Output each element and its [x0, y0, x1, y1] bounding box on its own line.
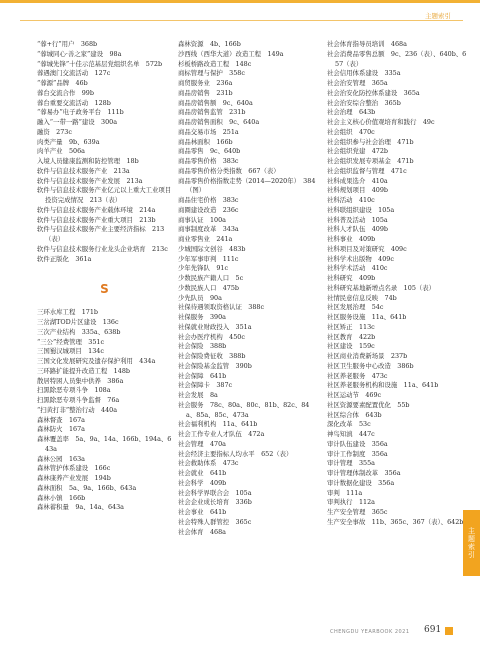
- top-rule: [0, 0, 480, 3]
- index-entry: 三环水库工程 171b: [37, 308, 99, 317]
- index-letter-heading: S: [100, 282, 109, 297]
- index-entry: 森林资源 4b、166b: [178, 40, 241, 48]
- index-entry: 杉板桥路改造工程 148c: [178, 59, 252, 68]
- index-entry: 融入“一带一路”建设 300a: [37, 118, 118, 126]
- index-entry: 社会服务 78c、80a、80c、81b、82c、84a、85a、85c、473a: [178, 400, 310, 419]
- index-entry: 社会管理 470a: [178, 439, 226, 448]
- index-entry: 商事制度改革 343a: [178, 225, 239, 234]
- index-entry: “蓉城先锋”十佳示范基层党组织名单 572b: [37, 59, 163, 68]
- index-entry: 软件与信息技术服务行业龙头企业培育 213c: [37, 244, 168, 253]
- index-entry: 商品房销售面积 9c、640a: [178, 118, 260, 126]
- index-entry: 社科研究 409b: [327, 274, 376, 282]
- index-column-2: [178, 40, 318, 537]
- index-entry: 肉类产量 9b、639a: [37, 137, 100, 146]
- index-entry: 三次产业结构 335a、638b: [37, 327, 121, 336]
- index-entry: 少数民族产籍人口 5c: [178, 274, 244, 282]
- index-entry: 社区综合体 643b: [327, 410, 382, 419]
- index-entry: 散居特困人员集中供养 386a: [37, 376, 124, 385]
- index-entry: 商贸服务业 236a: [178, 79, 233, 87]
- index-entry: 肉羊产业 506a: [37, 147, 85, 156]
- page-number: 691: [424, 625, 442, 635]
- index-entry: 社科成果选介 410a: [327, 176, 388, 185]
- index-entry: 商品房销售额 9c、640a: [178, 98, 253, 107]
- index-entry: 社会就业 641b: [178, 469, 227, 477]
- index-entry: 社科研究基地新增点名录 105（表）: [327, 283, 436, 292]
- index-entry: 社会保障卡 387c: [178, 381, 233, 390]
- index-column-1: [37, 40, 172, 513]
- index-entry: “蓉源”品牌 46b: [37, 79, 88, 87]
- index-entry: 软件与信息技术服务产业 213a: [37, 166, 130, 175]
- index-entry: 社科活动 410c: [327, 196, 375, 204]
- index-entry: 软件与信息技术服务产业载体环境 214a: [37, 205, 156, 214]
- index-entry: 少数民族人口 475b: [178, 283, 240, 292]
- index-entry: 森林蓄积量 9a、14a、643a: [37, 503, 124, 512]
- index-entry: 社区矫正 113c: [327, 322, 375, 331]
- index-entry: “扫黄打非”整治行动 440a: [37, 405, 118, 414]
- index-entry: 社区建设 159c: [327, 342, 375, 351]
- index-entry: 社区服务设施 11a、641b: [327, 313, 407, 321]
- index-entry: 商业零售业 241a: [178, 235, 233, 243]
- index-entry: 社区运动节 469c: [327, 391, 382, 399]
- index-entry: 社会保障 641b: [178, 371, 227, 380]
- index-entry: 三环路扩能提升改造工程 148b: [37, 366, 130, 375]
- index-entry: 社科学术出版物 409c: [327, 254, 394, 263]
- index-entry: 商品零售价格指数走势（2014—2020年） 384（图）: [178, 176, 316, 195]
- index-entry: 社区教育 422b: [327, 332, 376, 341]
- index-entry: 社科人才队伍 409b: [327, 225, 389, 234]
- index-entry: 蓉台交流合作 99b: [37, 88, 94, 97]
- index-entry: 审判 111a: [327, 488, 363, 497]
- header-divider: [20, 20, 463, 21]
- index-entry: 社情民意信息反映 74b: [327, 293, 397, 302]
- index-entry: 社会事业 641b: [178, 508, 227, 516]
- index-entry: 森林防火 167a: [37, 425, 85, 434]
- index-entry: 软件与信息技术服务产业发展 213a: [37, 176, 143, 185]
- index-entry: 蓉台重要交流活动 128b: [37, 98, 111, 107]
- page-marker: [445, 627, 453, 635]
- index-entry: “蓉+行”用户 368b: [37, 40, 98, 48]
- index-entry: 社会治安化防控体系建设 365a: [327, 88, 420, 97]
- index-entry: 社会科学 409b: [178, 478, 227, 487]
- index-entry: 社会发展 8a: [178, 391, 218, 399]
- index-entry: 社会主义核心价值观培育和践行 49c: [327, 118, 435, 126]
- index-entry: 森林管护体系建设 166c: [37, 464, 111, 473]
- index-entry: 社区养老服务机构和设施 11a、641b: [327, 381, 439, 390]
- index-entry: 森林面积 5a、9a、166b、643a: [37, 483, 137, 492]
- index-entry: 生产安全事故 11b、365c、367（表）、642b: [327, 517, 464, 526]
- index-entry: 少先队员 90a: [178, 293, 222, 302]
- index-entry: 三岔湖TOD片区建设 136c: [37, 318, 119, 326]
- index-entry: 商品零售价格 383c: [178, 157, 239, 165]
- index-entry: 社会救助体系 473c: [178, 459, 239, 468]
- index-entry: 商品交易市场 251a: [178, 127, 239, 136]
- index-entry: 社会治理 643b: [327, 108, 376, 117]
- footer-yearbook: CHENGDU YEARBOOK 2021: [330, 629, 410, 635]
- index-entry: 软件与信息技术服务产业重大项目 213b: [37, 215, 156, 224]
- index-entry: 生产安全管理 365c: [327, 508, 388, 516]
- index-entry: 入境人员健康监测和防控管理 18b: [37, 157, 139, 165]
- index-entry: 社会保险费征收 388b: [178, 352, 246, 360]
- index-entry: 社会消费品零售总额 9c、236（表）、640b、657（表）: [327, 49, 467, 68]
- index-entry: 社会信用体系建设 335a: [327, 69, 401, 78]
- index-entry: 扫黑除恶专项斗争监督 76a: [37, 396, 120, 404]
- index-entry: 社会经济主要指标人均水平 652（表）: [178, 449, 293, 458]
- index-entry: 社区资源要素配置优化 55b: [327, 400, 410, 409]
- index-entry: 商品零售 9c、640b: [178, 147, 241, 156]
- side-tab[interactable]: 主题索引: [463, 510, 480, 576]
- index-entry: 社会组织 470c: [327, 127, 375, 136]
- index-entry: 少年先锋队 91c: [178, 264, 229, 273]
- index-entry: 商标管理与保护 358c: [178, 69, 245, 78]
- index-entry: 社科规划项目 409b: [327, 186, 389, 195]
- index-entry: 社会组织参与社会治理 471b: [327, 137, 414, 146]
- index-entry: 社区卫生服务中心改造 386b: [327, 361, 414, 370]
- index-entry: 社会科学界联合会 105a: [178, 488, 252, 497]
- section-header: 主题索引: [425, 12, 451, 20]
- index-entry: 社会保险 388b: [178, 342, 227, 351]
- index-entry: 商品零售价格分类指数 667（表）: [178, 166, 280, 175]
- index-entry: 软件与信息技术服务产业亿元以上重大工业项目投资完成情况 213（表）: [37, 186, 172, 204]
- index-entry: 软件与信息技术服务产业主要经济指标 213（表）: [37, 225, 165, 243]
- index-entry: 森林督查 167a: [37, 415, 85, 424]
- index-entry: 蓉遇澳门交流活动 127c: [37, 69, 111, 78]
- index-entry: “三公”经费管理 351c: [37, 337, 105, 346]
- index-entry: 三国文化发展研究及遗存保护利用 434a: [37, 357, 156, 365]
- index-entry: 社科项目及对策研究 409c: [327, 244, 407, 253]
- index-entry: 少城国际文创谷 483b: [178, 244, 246, 253]
- index-entry: 社保就业财政投入 351a: [178, 322, 252, 331]
- index-entry: 沙西线（西华大道）改造工程 149a: [178, 49, 284, 58]
- index-entry: 商品房销售 231b: [178, 88, 233, 97]
- index-entry: 社科事业 409b: [327, 235, 376, 243]
- index-entry: 审计管理 355a: [327, 459, 375, 468]
- index-entry: 森林康养产业发展 194b: [37, 474, 111, 482]
- index-entry: 森林覆盖率 5a、9a、14a、166b、194a、643a: [37, 435, 172, 453]
- index-entry: 社会特殊人群管控 365c: [178, 517, 252, 526]
- index-entry: 审计数据化建设 356a: [327, 478, 395, 487]
- index-entry: 少年军事审判 111c: [178, 254, 239, 263]
- index-entry: 社保待遇领取资格认证 388c: [178, 303, 265, 312]
- index-entry: 社会组织监督与管理 471c: [327, 166, 407, 175]
- index-entry: 社会治安综合整治 365b: [327, 98, 401, 107]
- index-entry: 商事认证 100a: [178, 215, 226, 224]
- index-entry: 森林公园 163a: [37, 454, 85, 463]
- index-entry: 社科联组织建设 105a: [327, 205, 395, 214]
- index-entry: 社会保险基金监管 390b: [178, 361, 252, 370]
- index-entry: 审判执行 112a: [327, 498, 375, 507]
- index-entry: 社会组织党建 472b: [327, 147, 389, 156]
- index-entry: 社科学术活动 410c: [327, 264, 388, 273]
- index-entry: 森林小镇 166b: [37, 493, 86, 502]
- index-entry: 社会治安管理 365a: [327, 79, 388, 87]
- index-entry: 社区养老服务 473c: [327, 371, 388, 380]
- index-entry: 社会组织发展专项基金 471b: [327, 157, 414, 165]
- index-entry: 扫黑除恶专项斗争 108a: [37, 386, 111, 395]
- index-entry: 社会企业成长培育 336b: [178, 498, 252, 507]
- index-entry: 三国蜀汉城项目 134c: [37, 347, 104, 356]
- index-entry: “蓉易办”电子政务平台 111b: [37, 108, 124, 117]
- index-entry: 商品房销售监管 231b: [178, 108, 246, 117]
- index-entry: 商品住宅价格 383c: [178, 196, 239, 204]
- index-column-3: [327, 40, 467, 528]
- index-entry: 社会体育指导员培训 468a: [327, 40, 407, 48]
- index-entry: 审计工作制度 356a: [327, 449, 388, 458]
- index-entry: 社会办医疗机构 450c: [178, 332, 245, 341]
- index-entry: 神鸟知滇 447c: [327, 430, 375, 438]
- index-entry: 审计管理体制改革 356a: [327, 469, 401, 477]
- index-entry: 融资 273c: [37, 127, 72, 136]
- index-entry: 商品林面积 166b: [178, 137, 233, 146]
- index-entry: 商圈建设改造 236c: [178, 205, 239, 214]
- index-entry: 软件正版化 361a: [37, 254, 92, 263]
- index-entry: 社区商业消费新场景 237b: [327, 352, 408, 360]
- index-entry: 社会工作专业人才队伍 472a: [178, 430, 265, 438]
- index-entry: 社会体育 468a: [178, 527, 226, 536]
- index-entry: 社科普及活动 105a: [327, 215, 388, 224]
- index-entry: 社会福利机构 11a、641b: [178, 420, 258, 429]
- index-entry: 深化改革 53c: [327, 420, 371, 429]
- index-entry: 社保服务 390a: [178, 313, 226, 321]
- index-entry: “蓉城同心·善之家”建设 98a: [37, 49, 122, 58]
- index-entry: 审计队伍建设 356a: [327, 439, 388, 448]
- index-entry: 社区发展治理 54c: [327, 303, 384, 312]
